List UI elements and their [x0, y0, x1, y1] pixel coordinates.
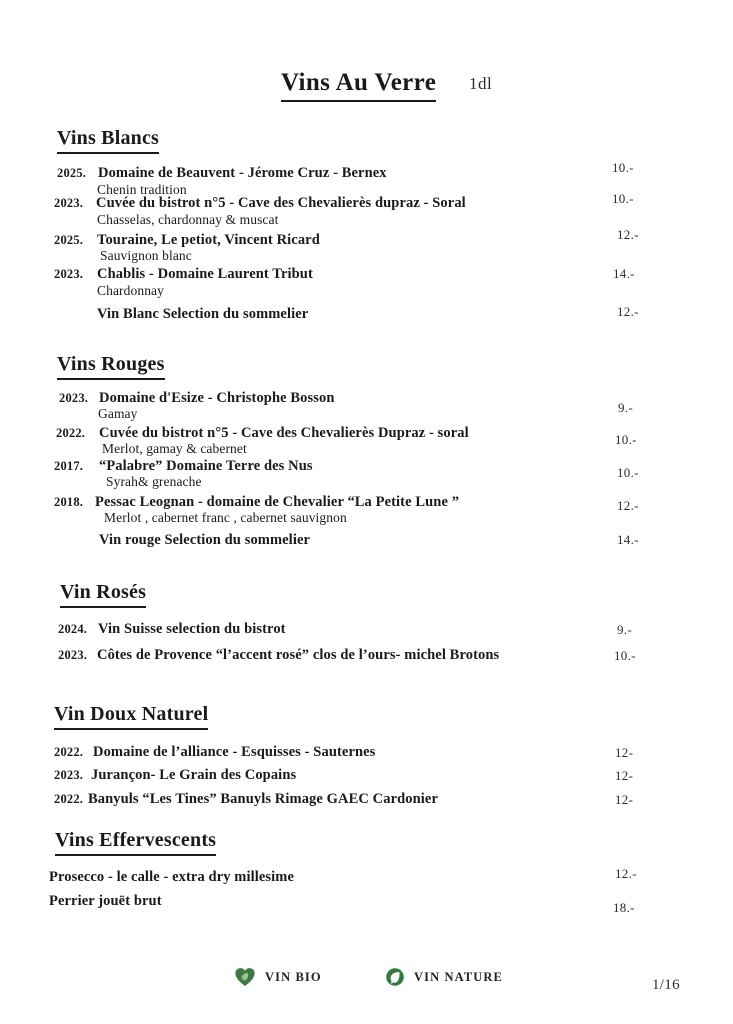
heart-leaf-bio-icon	[234, 966, 256, 988]
wine-price: 10.-	[617, 465, 639, 480]
wine-name: Prosecco - le calle - extra dry millesime	[49, 869, 294, 885]
wine-vintage-year: 2024.	[58, 622, 88, 636]
wine-price: 12-	[615, 792, 634, 807]
legend-vin-bio	[234, 966, 322, 988]
wine-price: 12-	[615, 768, 634, 783]
legend-vin-bio-label: VIN BIO	[265, 969, 322, 984]
wine-name: Cuvée du bistrot n°5 - Cave des Chevalierès dupraz - Soral	[96, 195, 466, 211]
section-heading-vin-roses: Vin Rosés	[60, 580, 146, 608]
wine-name: Cuvée du bistrot n°5 - Cave des Chevalierès Dupraz - soral	[99, 425, 469, 441]
wine-price: 9.-	[617, 622, 632, 637]
serving-size-label: 1dl	[469, 74, 493, 93]
legend-vin-nature	[385, 967, 503, 987]
wine-name: Vin Suisse selection du bistrot	[98, 621, 286, 637]
wine-grape-varieties: Syrah& grenache	[106, 474, 202, 489]
wine-price: 10.-	[612, 191, 634, 206]
wine-vintage-year: 2023.	[59, 391, 89, 405]
wine-name: Côtes de Provence “l’accent rosé” clos de l’ours- michel Brotons	[97, 647, 500, 663]
wine-name: Vin rouge Selection du sommelier	[99, 532, 311, 548]
wine-vintage-year: 2022.	[54, 792, 84, 806]
wine-grape-varieties: Chardonnay	[97, 283, 164, 298]
section-heading-vins-rouges: Vins Rouges	[57, 352, 165, 380]
wine-name: Domaine de Beauvent - Jérome Cruz - Bernex	[98, 165, 387, 181]
wine-price: 12-	[615, 745, 634, 760]
legend-footer	[0, 958, 733, 1004]
wine-name: Touraine, Le petiot, Vincent Ricard	[97, 232, 320, 248]
wine-vintage-year: 2018.	[54, 495, 84, 509]
wine-vintage-year: 2025.	[54, 233, 84, 247]
wine-name: “Palabre” Domaine Terre des Nus	[99, 458, 313, 474]
leaf-circle-nature-icon	[385, 967, 405, 987]
wine-vintage-year: 2022.	[56, 426, 86, 440]
wine-vintage-year: 2025.	[57, 166, 87, 180]
wine-grape-varieties: Chasselas, chardonnay & muscat	[97, 212, 279, 227]
wine-price: 10.-	[614, 648, 636, 663]
section-heading-vins-blancs: Vins Blancs	[57, 126, 159, 154]
wine-grape-varieties: Chenin tradition	[97, 182, 187, 197]
page-header	[0, 68, 733, 102]
wine-price: 12.-	[617, 227, 639, 242]
wine-price: 18.-	[613, 900, 635, 915]
legend-vin-nature-label: VIN NATURE	[414, 969, 503, 984]
wine-price: 14.-	[617, 532, 639, 547]
section-heading-vins-effervescents: Vins Effervescents	[55, 828, 216, 856]
wine-price: 12.-	[617, 498, 639, 513]
wine-name: Banyuls “Les Tines” Banuyls Rimage GAEC Cardonier	[88, 791, 439, 807]
wine-price: 14.-	[613, 266, 635, 281]
wine-vintage-year: 2022.	[54, 745, 84, 759]
wine-price: 10.-	[615, 432, 637, 447]
wine-grape-varieties: Merlot, gamay & cabernet	[102, 441, 247, 456]
wine-price: 10.-	[612, 160, 634, 175]
wine-name: Vin Blanc Selection du sommelier	[97, 306, 309, 322]
wine-name: Domaine d'Esize - Christophe Bosson	[99, 390, 335, 406]
page-title: Vins Au Verre	[281, 68, 436, 102]
page-number: 1/16	[652, 977, 680, 993]
wine-price: 12.-	[617, 304, 639, 319]
wine-price: 12.-	[615, 866, 637, 881]
wine-name: Pessac Leognan - domaine de Chevalier “La Petite Lune ”	[95, 494, 460, 510]
wine-name: Chablis - Domaine Laurent Tribut	[97, 266, 313, 282]
wine-name: Domaine de l’alliance - Esquisses - Sauternes	[93, 744, 376, 760]
wine-vintage-year: 2023.	[54, 196, 84, 210]
wine-name: Jurançon- Le Grain des Copains	[91, 767, 297, 783]
wine-vintage-year: 2023.	[58, 648, 88, 662]
wine-name: Perrier jouët brut	[49, 893, 162, 909]
wine-grape-varieties: Sauvignon blanc	[100, 248, 192, 263]
wine-grape-varieties: Gamay	[98, 406, 138, 421]
wine-grape-varieties: Merlot , cabernet franc , cabernet sauvignon	[104, 510, 347, 525]
wine-price: 9.-	[618, 400, 633, 415]
section-heading-vin-doux-naturel: Vin Doux Naturel	[54, 702, 208, 730]
wine-vintage-year: 2023.	[54, 768, 84, 782]
wine-vintage-year: 2017.	[54, 459, 84, 473]
wine-vintage-year: 2023.	[54, 267, 84, 281]
